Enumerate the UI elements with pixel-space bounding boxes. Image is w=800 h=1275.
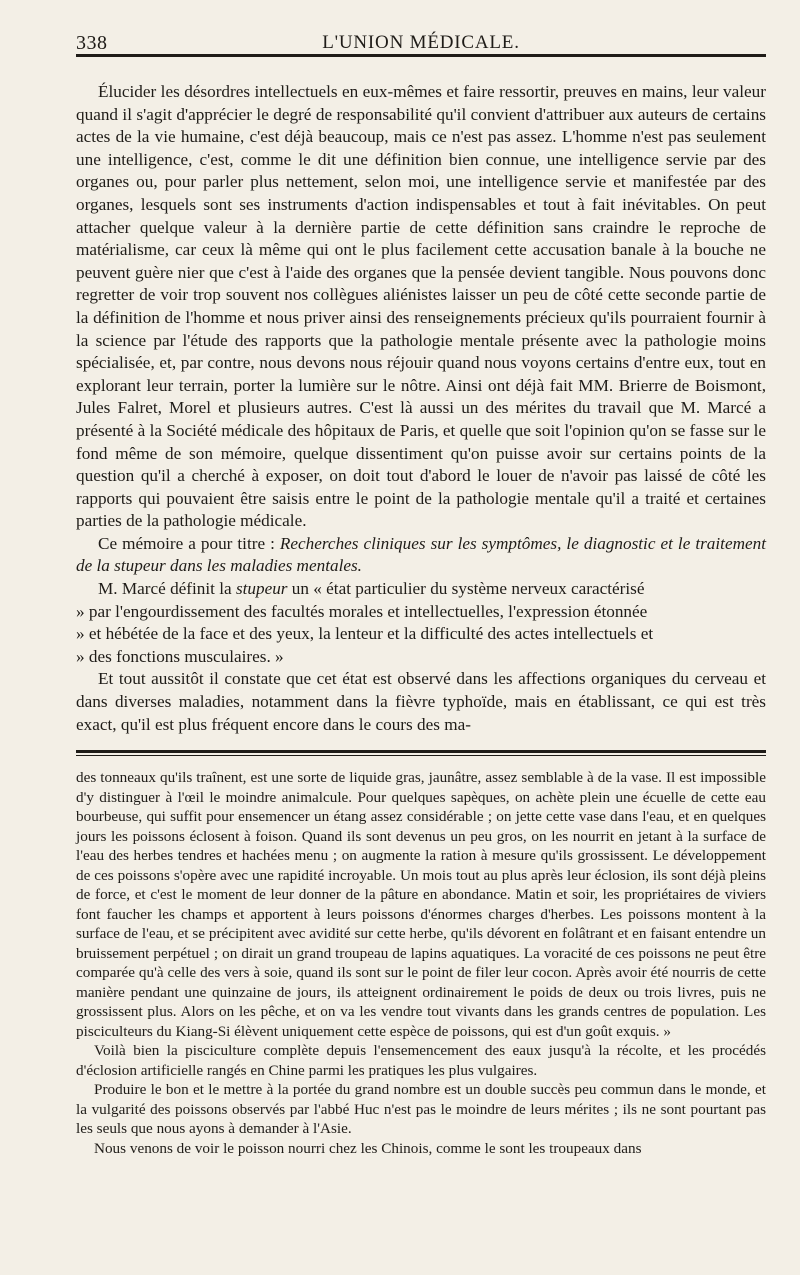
- running-title: L'UNION MÉDICALE.: [322, 32, 520, 53]
- page-header: [76, 14, 766, 57]
- definition-term: stupeur: [235, 579, 288, 599]
- feuilleton-paragraph-1: des tonneaux qu'ils traînent, est une sorte de liquide gras, jaunâtre, assez semblable à de la vase. Il est impossible d'y distinguer à l'œil le moindre animalcule. Pour quelques sapèques, on achète plein une écuelle de cette eau bourbeuse, qui suffit pour ensemencer un étang assez considérable ; on jette cette vase dans l'eau, et en quelques jours les poissons éclosent à foison. Quand ils sont devenus un peu gros, on les nourrit en jetant à la surface de l'eau des herbes tendres et hachées menu ; on augmente la ration à mesure qu'ils grossissent. Le développement de ces poissons s'opère avec une rapidité incroyable. Un mois tout au plus après leur éclosion, ils sont déjà pleins de force, et c'est le moment de leur donner de la pâture en abondance. Matin et soir, les propriétaires de viviers font faucher les champs et apportent à leurs poissons d'énormes charges d'herbes. Les poissons montent à la surface de l'eau, et se précipitent avec avidité sur cette herbe, qu'ils dévorent en folâtrant et en faisant entendre un bruissement perpétuel ; on dirait un grand troupeau de lapins aquatiques. La voracité de ces poissons ne peut être comparée qu'à celle des vers à soie, quand ils sont sur le point de filer leur cocon. Après avoir été nourris de cette manière pendant une quinzaine de jours, ils atteignent ordinairement le poids de deux ou trois livres, puis ne grossissent plus. Alors on les pêche, et on va les vendre tout vivants dans les grands centres de population. Les pisciculteurs du Kiang-Si élèvent uniquement cette espèce de poissons, qui est d'un goût exquis. »: [76, 769, 766, 1040]
- definition-rest: un « état particulier du système nerveux caractérisé: [287, 579, 645, 599]
- article-paragraph-2: [76, 533, 766, 578]
- page-number: 338: [76, 32, 108, 54]
- article-paragraph-1: Élucider les désordres intellectuels en eux-mêmes et faire ressortir, preuves en mains, leur valeur quand il s'agit d'apprécier le degré de responsabilité qu'il convient d'attribuer aux auteurs de certains actes de la vie humaine, c'est déjà beaucoup, mais ce n'est pas assez. L'homme n'est pas seulement une intelligence, c'est, comme le dit une définition bien connue, une intelligence servie par des organes ou, pour parler plus nettement, selon moi, une intelligence servie et manifestée par des organes, lesquels sont ses instruments d'action indispensables et tout à fait inévitables. On peut attacher quelque valeur à la dernière partie de cette définition sans craindre le reproche de matérialisme, car ceux là même qui ont le plus facilement cette accusation banale à la bouche ne peuvent guère nier que c'est à l'aide des organes que la pensée devient tangible. Nous pouvons donc regretter de voir trop souvent nos collègues aliénistes laisser un peu de côté cette seconde partie de la définition de l'homme et nous priver ainsi des renseignements précieux qu'ils pourraient fournir à la science par l'étude des rapports que la pathologie mentale présente avec la pathologie moins spécialisée, et, par contre, nous devons nous réjouir quand nous voyons certains d'entre eux, tout en explorant leur terrain, porter la lumière sur le nôtre. Ainsi ont déjà fait MM. Brierre de Boismont, Jules Falret, Morel et plusieurs autres. C'est là aussi un des mérites du travail que M. Marcé a présenté à la Société médicale des hôpitaux de Paris, et quelle que soit l'opinion qu'on se fasse sur le fond même de son mémoire, quelque dissentiment qu'on puisse avoir sur certains points de la question qu'il a cherché à exposer, on doit tout d'abord le louer de n'avoir pas laissé de côté les rapports qui pouvaient être saisis entre le point de la pathologie mentale qu'il a traité et certaines parties de la pathologie médicale.: [76, 82, 766, 531]
- article-body: [76, 81, 766, 736]
- article-paragraph-3: [76, 578, 766, 601]
- feuilleton-paragraph-4: Nous venons de voir le poisson nourri chez les Chinois, comme le sont les troupeaux dans: [94, 1139, 642, 1157]
- article-paragraph-4: Et tout aussitôt il constate que cet état est observé dans les affections organiques du cerveau et dans diverses maladies, notamment dans la fièvre typhoïde, mais en établissant, ce qui est très exact, qu'il est plus fréquent encore dans le cours des ma-: [76, 669, 766, 734]
- definition-lead: M. Marcé définit la: [98, 579, 236, 599]
- definition-quote-line-4: » des fonctions musculaires. »: [76, 646, 284, 666]
- definition-quote-line-3: » et hébétée de la face et des yeux, la lenteur et la difficulté des actes intellectuels et: [76, 624, 654, 644]
- definition-quote-line-2: » par l'engourdissement des facultés morales et intellectuelles, l'expression étonnée: [76, 601, 648, 621]
- feuilleton-paragraph-2: Voilà bien la pisciculture complète depuis l'ensemencement des eaux jusqu'à la récolte, et les procédés d'éclosion artificielle rangés en Chine parmi les pratiques les plus vulgaires.: [76, 1042, 766, 1079]
- memoir-title: Recherches cliniques sur les symptômes, le diagnostic et le traitement de la stupeur dans les maladies mentales.: [76, 533, 766, 576]
- memoir-title-lead: Ce mémoire a pour titre :: [98, 533, 280, 553]
- feuilleton-body: [76, 768, 766, 1158]
- feuilleton-separator: [76, 750, 766, 756]
- feuilleton-paragraph-3: Produire le bon et le mettre à la portée du grand nombre est un double succès peu commun dans le monde, et la vulgarité des poissons observés par l'abbé Huc n'est pas le moindre de leurs mérites ; ils ne sont pourtant pas les seuls que nous ayons à demander à l'Asie.: [76, 1081, 766, 1138]
